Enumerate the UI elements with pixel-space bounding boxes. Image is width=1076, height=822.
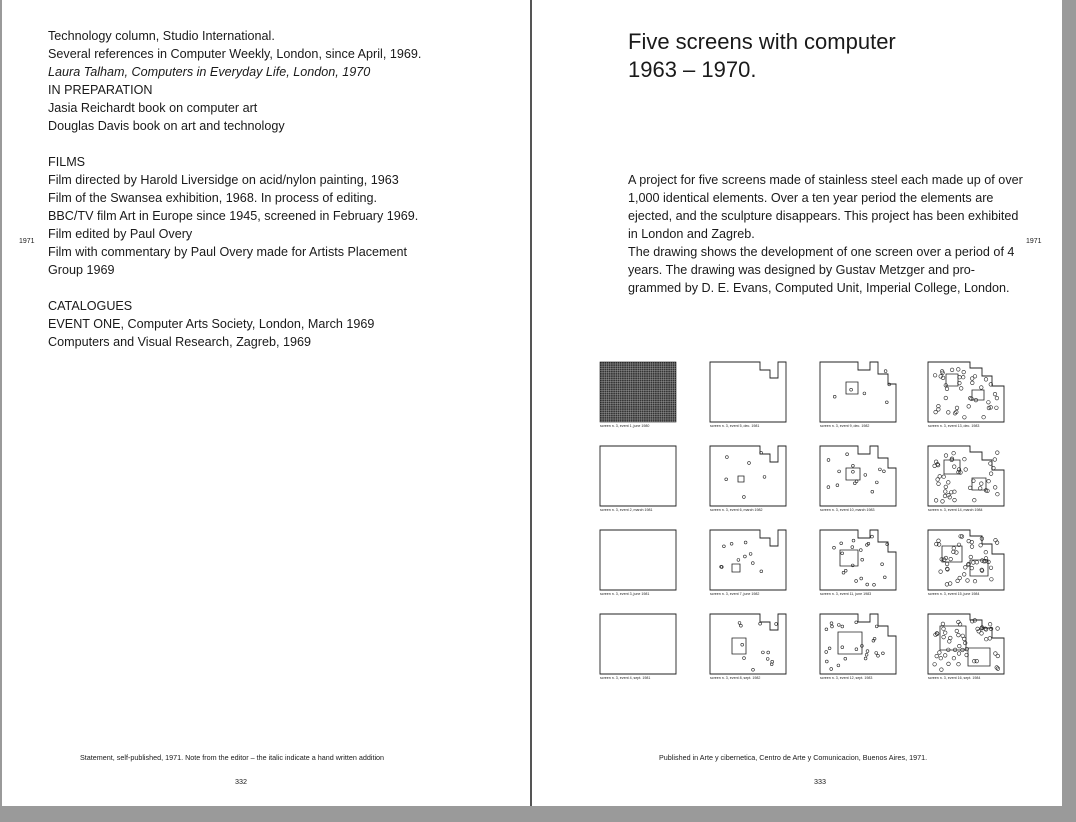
drawing-panel	[706, 444, 790, 518]
text-line: FILMS	[48, 155, 86, 169]
drawing-panel	[596, 612, 680, 686]
left-margin-year: 1971	[19, 238, 35, 245]
screen-outline-drawing	[598, 612, 678, 676]
text-line: Douglas Davis book on art and technology	[48, 119, 285, 133]
text-line: Group 1969	[48, 263, 115, 277]
left-body-text	[48, 27, 421, 351]
text-line: Film of the Swansea exhibition, 1968. In process of editing.	[48, 191, 378, 205]
text-line: Several references in Computer Weekly, London, since April, 1969.	[48, 47, 422, 61]
drawing-caption: screen n. 3, event 5, dec. 1981	[710, 424, 760, 428]
text-line: Film directed by Harold Liversidge on acid/nylon painting, 1963	[48, 173, 399, 187]
drawing-caption: screen n. 3, event 14, march 1984	[928, 508, 983, 512]
screen-outline-drawing	[708, 612, 788, 676]
text-line: BBC/TV film Art in Europe since 1945, screened in February 1969.	[48, 209, 419, 223]
drawing-caption: screen n. 3, event 16, sept. 1984	[928, 676, 981, 680]
screen-outline-drawing	[708, 360, 788, 424]
screen-outline-drawing	[926, 444, 1006, 508]
drawing-caption: screen n. 3, event 9, dec. 1982	[820, 424, 870, 428]
left-page	[2, 0, 530, 806]
right-footnote: Published in Arte y cibernetica, Centro de Arte y Comunicacion, Buenos Aires, 1971.	[659, 753, 928, 762]
drawing-caption: screen n. 3, event 12, sept. 1983	[820, 676, 873, 680]
drawing-caption: screen n. 3, event 10, march 1983	[820, 508, 875, 512]
drawing-panel	[816, 444, 900, 518]
text-line: Film edited by Paul Overy	[48, 227, 193, 241]
text-line: CATALOGUES	[48, 299, 133, 313]
title-line-1: Five screens with computer	[628, 29, 896, 54]
screen-outline-drawing	[818, 360, 898, 424]
drawing-panel	[596, 444, 680, 518]
screen-outline-drawing	[708, 444, 788, 508]
drawing-panel	[924, 528, 1008, 602]
project-description	[628, 171, 1024, 297]
drawing-caption: screen n. 3, event 2, march 1981	[600, 508, 653, 512]
description-paragraph-2: The drawing shows the development of one screen over a period of 4 years. The drawing was designed by Gustav Metzger and pro-grammed by D. E. Evans, Computed Unit, Imperial College, London.	[628, 245, 1015, 295]
drawing-panel	[924, 612, 1008, 686]
screen-outline-drawing	[926, 612, 1006, 676]
screen-outline-drawing	[598, 444, 678, 508]
drawing-panel	[706, 612, 790, 686]
text-line: Computers and Visual Research, Zagreb, 1969	[48, 335, 311, 349]
drawing-caption: screen n. 3, event 15, june 1984	[928, 592, 980, 596]
left-footnote: Statement, self-published, 1971. Note from the editor – the italic indicate a hand written addition	[80, 753, 385, 762]
drawing-panel	[596, 360, 680, 434]
drawing-caption: screen n. 3, event 7, june 1982	[710, 592, 760, 596]
screen-outline-drawing	[598, 360, 678, 424]
text-line: EVENT ONE, Computer Arts Society, London, March 1969	[48, 317, 375, 331]
drawing-panel	[816, 528, 900, 602]
drawing-caption: screen n. 3, event 3, june 1981	[600, 592, 650, 596]
screen-outline-drawing	[926, 528, 1006, 592]
drawing-caption: screen n. 3, event 11, june 1983	[820, 592, 872, 596]
blank-line	[48, 135, 421, 153]
screen-outline-drawing	[818, 612, 898, 676]
drawing-panel	[706, 528, 790, 602]
drawing-caption: screen n. 3, event 1, june 1980	[600, 424, 650, 428]
description-paragraph-1: A project for five screens made of stainless steel each made up of over 1,000 identical elements. Over a ten year period the elements are ejected, and the sculpture disappears. This project has been exhibited in London and Zagreb.	[628, 173, 1023, 241]
text-line: Technology column, Studio International.	[48, 29, 275, 43]
drawing-panel	[816, 612, 900, 686]
text-line: Laura Talham, Computers in Everyday Life, London, 1970	[48, 65, 371, 79]
screen-outline-drawing	[926, 360, 1006, 424]
text-line: Jasia Reichardt book on computer art	[48, 101, 258, 115]
title-line-2: 1963 – 1970.	[628, 57, 757, 82]
drawing-panel	[706, 360, 790, 434]
drawing-caption: screen n. 3, event 4, sept. 1981	[600, 676, 651, 680]
screen-outline-drawing	[818, 528, 898, 592]
screen-outline-drawing	[818, 444, 898, 508]
drawing-panel	[924, 360, 1008, 434]
left-page-number: 332	[235, 777, 247, 786]
screen-outline-drawing	[598, 528, 678, 592]
drawing-caption: screen n. 3, event 6, march 1982	[710, 508, 763, 512]
right-margin-year: 1971	[1026, 238, 1042, 245]
drawing-panel	[596, 528, 680, 602]
text-line: IN PREPARATION	[48, 83, 153, 97]
drawing-caption: screen n. 3, event 13, dec. 1983	[928, 424, 980, 428]
drawing-panel	[816, 360, 900, 434]
screen-development-drawing	[596, 360, 1016, 690]
blank-line	[48, 279, 421, 297]
screen-outline-drawing	[708, 528, 788, 592]
right-page-number: 333	[814, 777, 826, 786]
drawing-caption: screen n. 3, event 8, sept. 1982	[710, 676, 761, 680]
right-page	[532, 0, 1062, 806]
text-line: Film with commentary by Paul Overy made for Artists Placement	[48, 245, 408, 259]
drawing-panel	[924, 444, 1008, 518]
page-title	[628, 28, 896, 84]
